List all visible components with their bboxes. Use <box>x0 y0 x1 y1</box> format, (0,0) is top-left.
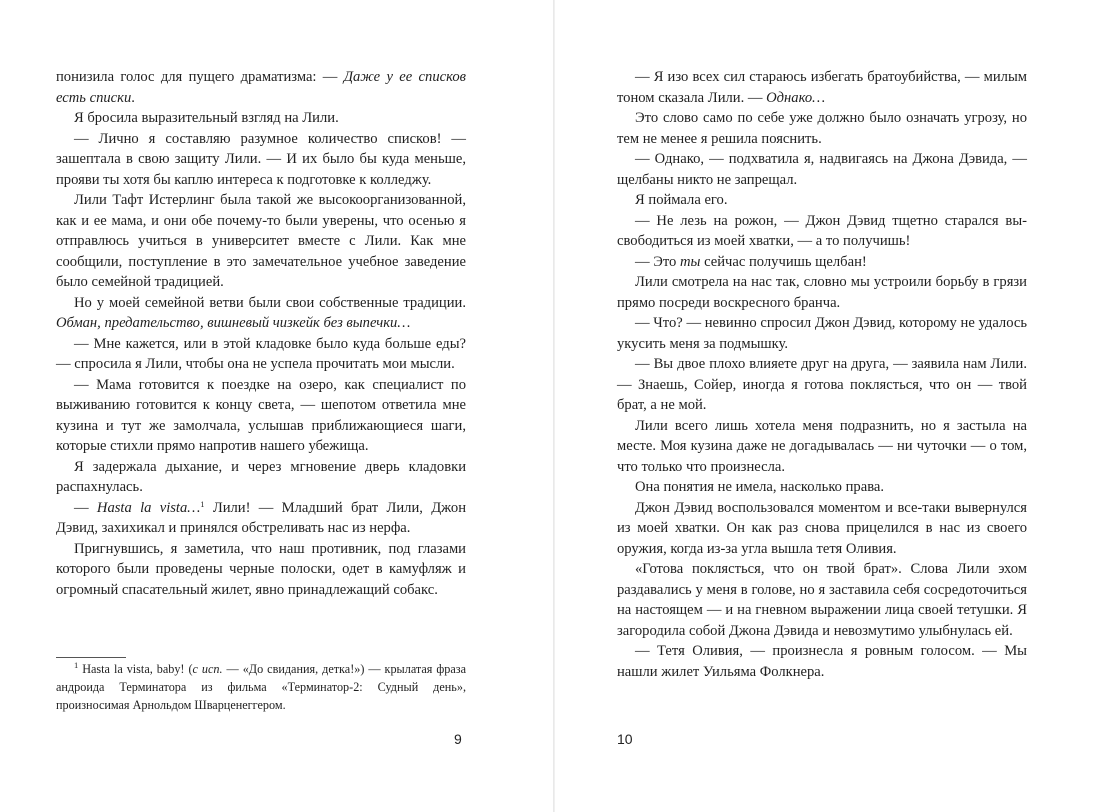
paragraph <box>56 539 466 601</box>
italic-run: Даже у ее списков есть списки <box>56 69 466 106</box>
italic-run: Однако… <box>766 89 826 106</box>
paragraph <box>56 67 466 108</box>
italic-run: Обман, предательство, вишневый чизкейк без выпечки… <box>56 315 411 331</box>
text-run: Лили смотрела на нас так, словно мы устроили борьбу в грязи прямо посреди воскресного бранча. <box>617 274 1027 311</box>
text-run: Я поймала его. <box>635 192 728 208</box>
paragraph <box>617 641 1027 682</box>
paragraph <box>56 293 466 334</box>
paragraph <box>617 354 1027 416</box>
right-page <box>555 0 1108 812</box>
text-run: Я бросила выразительный взгляд на Лили. <box>74 110 339 126</box>
text-run: Лили! — Младший брат Лили, Джон Дэвид, захихикал и принялся обстреливать нас из нерфа. <box>56 499 467 536</box>
text-run: — Тетя Оливия, — произнесла я ровным голосом. — Мы нашли жилет Уильяма Фолкнера. <box>617 643 1027 680</box>
paragraph <box>617 272 1027 313</box>
paragraph <box>617 498 1027 560</box>
footnote <box>56 660 466 714</box>
text-run: Hasta la vista, baby! ( <box>78 662 193 676</box>
paragraph <box>56 190 466 293</box>
paragraph <box>56 498 466 539</box>
paragraph <box>56 334 466 375</box>
paragraph <box>56 375 466 457</box>
left-page-body <box>56 67 466 600</box>
text-run: — Это <box>635 253 681 270</box>
text-run: — Мама готовится к поездке на озеро, как специалист по выживанию готовится к концу света, — шепотом ответила мне кузина и тут же замолчала, услышав приближающиеся шаги, которые стихли прямо напротив нашего убежища. <box>56 376 466 454</box>
text-run: Лили всего лишь хотела меня подразнить, но я застыла на месте. Моя кузина даже не догадывалась — ни чуточки — о том, что только что произнесла. <box>617 417 1027 475</box>
text-run: — Однако, — подхватила я, надвигаясь на Джона Дэвида, — щелбаны никто не запрещал. <box>617 151 1027 188</box>
paragraph <box>617 149 1027 190</box>
text-run: — «До свидания, детка!») — крылатая фраза андроида Терминатора из фильма «Терминатор-2: Судный день», произносимая Арнольдом Шварценеггером. <box>56 662 467 712</box>
footnote-marker: 1 <box>200 498 205 509</box>
paragraph <box>617 477 1027 498</box>
text-run: «Готова поклясться, что он твой брат». Слова Лили эхом раздавались у меня в голове, но я заставила себя сосредоточиться на настоящем — и на гневном выражении лица своей тетушки. Я загородила собой Джона Дэвида и невозмутимо улыбнулась ей. <box>617 561 1027 639</box>
text-run: Я задержала дыхание, и через мгновение дверь кладовки распахнулась. <box>56 458 466 495</box>
text-run: — <box>74 499 97 516</box>
paragraph <box>617 211 1027 252</box>
paragraph <box>617 190 1027 211</box>
footnote-paragraph <box>56 660 466 714</box>
paragraph <box>617 252 1027 273</box>
paragraph <box>56 108 466 129</box>
text-run: Это слово само по себе уже должно было означать угрозу, но тем не менее я решила пояснить. <box>617 110 1027 147</box>
text-run: . <box>131 89 135 106</box>
text-run: Джон Дэвид воспользовался моментом и все-таки вывернулся из моей хватки. Он как раз снова прицелился в нас из своего оружия, когда из-за угла вышла тетя Оливия. <box>617 499 1027 557</box>
text-run: Лили Тафт Истерлинг была такой же высокоорганизованной, как и ее мама, и они обе почему-то были уверены, что осенью я отправлюсь учиться в университет вместе с Лили. Как мне сообщили, поступление в это замечательное учебное заведение было семейной традицией. <box>56 192 466 290</box>
text-run: Но у моей семейной ветви были свои собственные традиции. <box>74 294 466 311</box>
page-number: 10 <box>617 731 633 747</box>
italic-run: Hasta la vista… <box>96 499 201 516</box>
right-page-body <box>617 67 1027 682</box>
text-run: понизила голос для пущего драматизма: — <box>56 69 344 85</box>
text-run: — Что? — невинно спросил Джон Дэвид, которому не удалось укусить меня за подмышку. <box>617 315 1027 352</box>
text-run: — Вы двое плохо влияете друг на друга, — заявила нам Лили. — Знаешь, Сойер, иногда я готова поклясться, что он — твой брат, а не мой. <box>617 356 1027 413</box>
paragraph <box>617 67 1027 108</box>
page-number: 9 <box>454 731 462 747</box>
text-run: — Лично я составляю разумное количество списков! — зашептала в свою защиту Лили. — И их было бы куда меньше, прояви ты хотя бы каплю интереса к подготовке к колледжу. <box>56 130 466 188</box>
left-page <box>0 0 553 812</box>
text-run: — Мне кажется, или в этой кладовке было куда больше еды? — спросила я Лили, чтобы она не успела прочитать мои мысли. <box>56 335 466 372</box>
text-run: — Не лезь на рожон, — Джон Дэвид тщетно старался высвободиться из моей хватки, — а то получишь! <box>617 212 1027 249</box>
paragraph <box>617 416 1027 478</box>
text-run: Пригнувшись, я заметила, что наш противник, под глазами которого были проведены черные полоски, одет в камуфляж и огромный спасательный жилет, явно принадлежащий собакс. <box>56 540 466 598</box>
paragraph <box>617 559 1027 641</box>
footnote-divider <box>56 657 126 658</box>
italic-run: ты <box>680 253 701 270</box>
text-run: сейчас получишь щелбан! <box>700 253 867 270</box>
paragraph <box>617 313 1027 354</box>
footnote-number: 1 <box>74 660 79 670</box>
paragraph <box>56 457 466 498</box>
paragraph <box>617 108 1027 149</box>
italic-run: с исп. <box>192 662 223 676</box>
text-run: Она понятия не имела, насколько права. <box>635 479 885 495</box>
paragraph <box>56 129 466 191</box>
text-run: — Я изо всех сил стараюсь избегать братоубийства, — милым тоном сказала Лили. — <box>617 69 1027 106</box>
